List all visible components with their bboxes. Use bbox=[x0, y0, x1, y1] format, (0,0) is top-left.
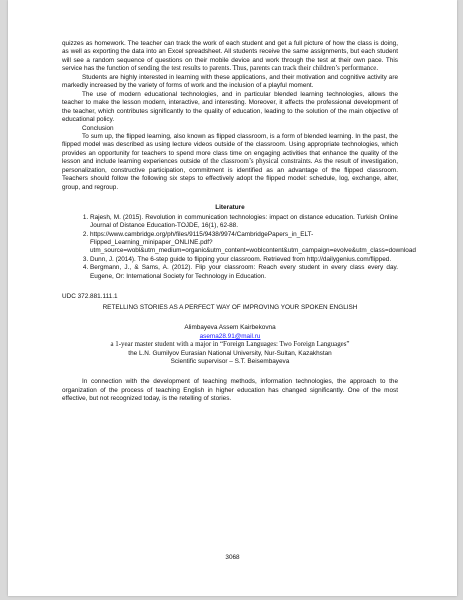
author-university: the L.N. Gumilyov Eurasian National University, Nur-Sultan, Kazakhstan bbox=[128, 349, 332, 357]
literature-item: 3. Dunn, J. (2014). The 6-step guide to flipping your classroom. Retrieved from http://dailygenius.com/flipped. bbox=[90, 256, 398, 264]
conclusion-heading: Conclusion bbox=[82, 124, 114, 132]
paragraph-conclusion bbox=[62, 133, 398, 192]
paragraph-motivation: Students are highly interested in learning with these applications, and their motivation and cognitive activity are markedly increased by the variety of forms of work and the inclusion of a playful moment. bbox=[62, 73, 398, 90]
literature-item: 1. Rajesh, M. (2015). Revolution in communication technologies: impact on distance education. Turkish Online Journal of Distance Education-TOJDE, 16(1), 62-88. bbox=[90, 214, 398, 231]
author-email-link[interactable]: asema28.91@mail.ru bbox=[199, 332, 261, 340]
paragraph-homework-text: quizzes as homework. The teacher can track the work of each student and get a full picture of how the class is doing, as well as exporting the data into an Excel spreadsheet. All students receive the same assignments, but each student will see a random sequence of questions on their mobile device and work through the test at their own pace. This service has the function of bbox=[62, 40, 398, 73]
literature-item: 2. https://www.cambridge.org/ph/files/9115/9438/9974/CambridgePapers_in_ELT-Flipped_Learning_minipaper_ONLINE.pdf?utm_source=wobl&utm_medium=organic&utm_content=woblcontent&utm_campaign=evolve&utm_class=download bbox=[90, 231, 398, 256]
literature-title: Literature bbox=[215, 204, 245, 212]
literature-list bbox=[62, 213, 416, 282]
author-affiliation: a 1-year master student with a major in “Foreign Languages: Two Foreign Languages” bbox=[110, 341, 350, 349]
article-intro: In connection with the development of teaching methods, information technologies, the approach to the organization of the process of teaching English in higher education has changed significantly. One of the most effective, but not recognized today, is the retelling of stories. bbox=[62, 378, 398, 403]
paragraph-homework bbox=[62, 40, 398, 74]
author-name: Alimbayeva Assem Kairbekovna bbox=[184, 324, 276, 332]
literature-item: 4. Bergmann, J., & Sams, A. (2012). Flip your classroom: Reach every student in every class every day. Eugene, Or: International Society for Technology in Education. bbox=[90, 264, 398, 281]
paragraph-technologies: The use of modern educational technologies, and in particular blended learning technologies, allows the teacher to make the lesson modern, interactive, and interesting. Moreover, it affects the professional development of the teacher, which contributes significantly to the quality of education, leading to the solution of the main objective of educational policy. bbox=[62, 90, 398, 124]
paragraph-conclusion-rest: As the result of investigation, personalization, constructive participation, commitment is identified as an advantage of the flipped classroom. Teachers should follow the following six steps to effectively adopt the flipped model: schedule, log, exchange, alter, group, and regroup. bbox=[62, 158, 398, 191]
page-content bbox=[62, 40, 416, 404]
paragraph-conclusion-text: To sum up, the flipped learning, also known as flipped classroom, is a form of blended learning. In the past, the flipped model was described as using lecture videos outside of the classroom. Using appropriate technologies, which provides an opportunity for teachers to spend more class time on engaging activities that enhance the quality of the lesson and include learning experiences outside of bbox=[62, 132, 398, 166]
article-title: RETELLING STORIES AS A PERFECT WAY OF IMPROVING YOUR SPOKEN ENGLISH bbox=[102, 303, 358, 311]
page-number: 3068 bbox=[225, 554, 240, 561]
paragraph-homework-serif: sending the test results to parents. Thus, parents can track their children’s performance. bbox=[138, 65, 379, 73]
scientific-supervisor: Scientific supervisor – S.T. Beisembayeva bbox=[170, 357, 290, 365]
paragraph-conclusion-serif: the classroom’s physical constraints. bbox=[210, 158, 313, 166]
document-page bbox=[8, 0, 457, 596]
udc-code: UDC 372.881.111.1 bbox=[62, 293, 118, 301]
